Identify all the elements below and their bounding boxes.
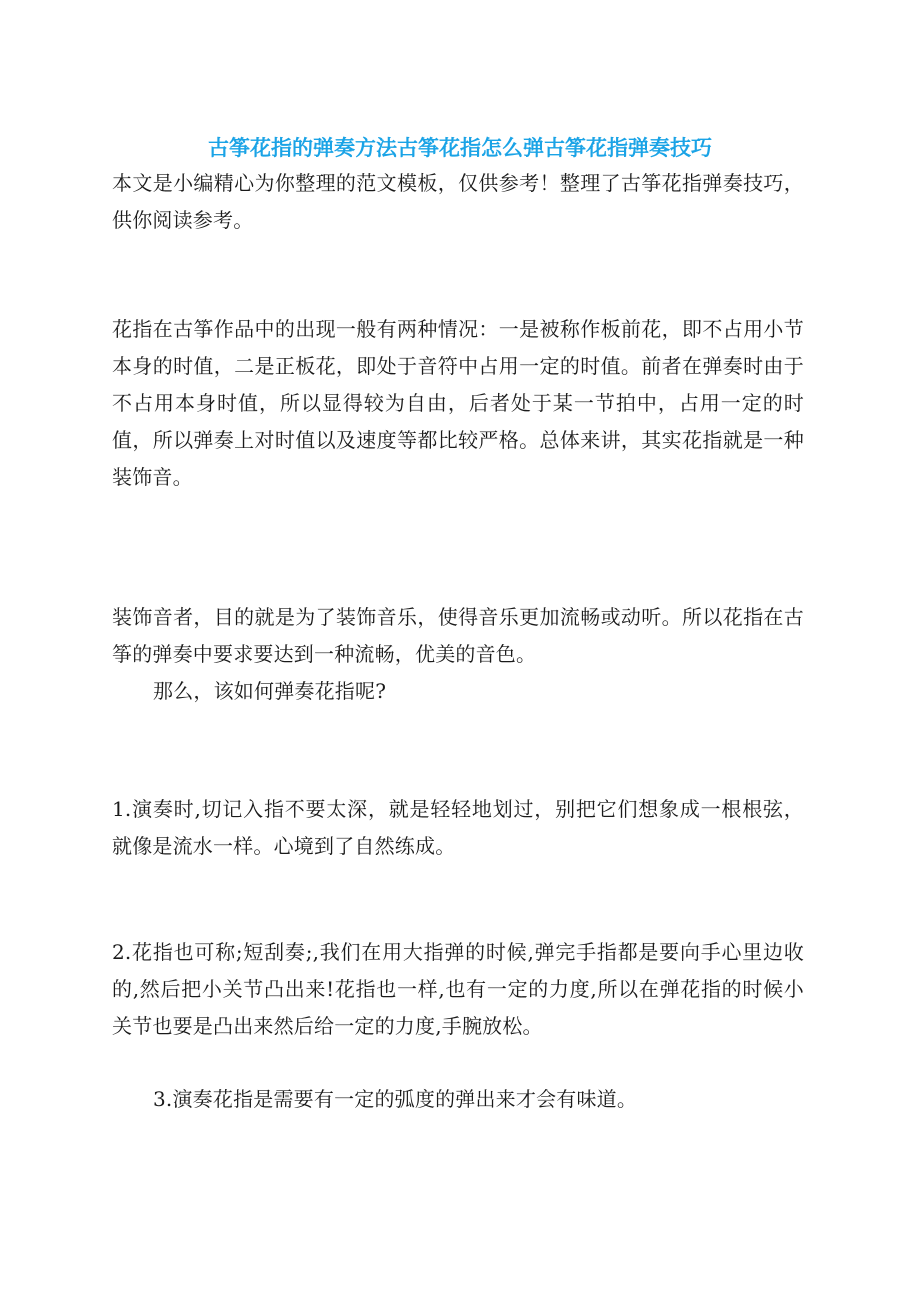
step-2-paragraph: 2.花指也可称;短刮奏;,我们在用大指弹的时候,弹完手指都是要向手心里边收的,然后把小关节凸出来!花指也一样,也有一定的力度,所以在弹花指的时候小关节也要是凸出来然后给一定的力度,手腕放松。: [112, 940, 804, 1038]
paragraph-ornament: 装饰音者，目的就是为了装饰音乐，使得音乐更加流畅或动听。所以花指在古筝的弹奏中要求要达到一种流畅，优美的音色。: [112, 605, 804, 666]
intro-paragraph: 本文是小编精心为你整理的范文模板，仅供参考！整理了古筝花指弹奏技巧，供你阅读参考。: [112, 171, 804, 232]
page-title: 古筝花指的弹奏方法古筝花指怎么弹古筝花指弹奏技巧: [208, 136, 712, 161]
question-paragraph: 那么，该如何弹奏花指呢?: [153, 679, 387, 703]
step-1-paragraph: 1.演奏时,切记入指不要太深，就是轻轻地划过，别把它们想象成一根根弦，就像是流水一样。心境到了自然练成。: [112, 797, 804, 858]
paragraph-two-situations: 花指在古筝作品中的出现一般有两种情况：一是被称作板前花，即不占用小节本身的时值，二是正板花，即处于音符中占用一定的时值。前者在弹奏时由于不占用本身时值，所以显得较为自由，后者处于某一节拍中，占用一定的时值，所以弹奏上对时值以及速度等都比较严格。总体来讲，其实花指就是一种装饰音。: [112, 317, 804, 489]
step-3-paragraph: 3.演奏花指是需要有一定的弧度的弹出来才会有味道。: [153, 1087, 638, 1111]
